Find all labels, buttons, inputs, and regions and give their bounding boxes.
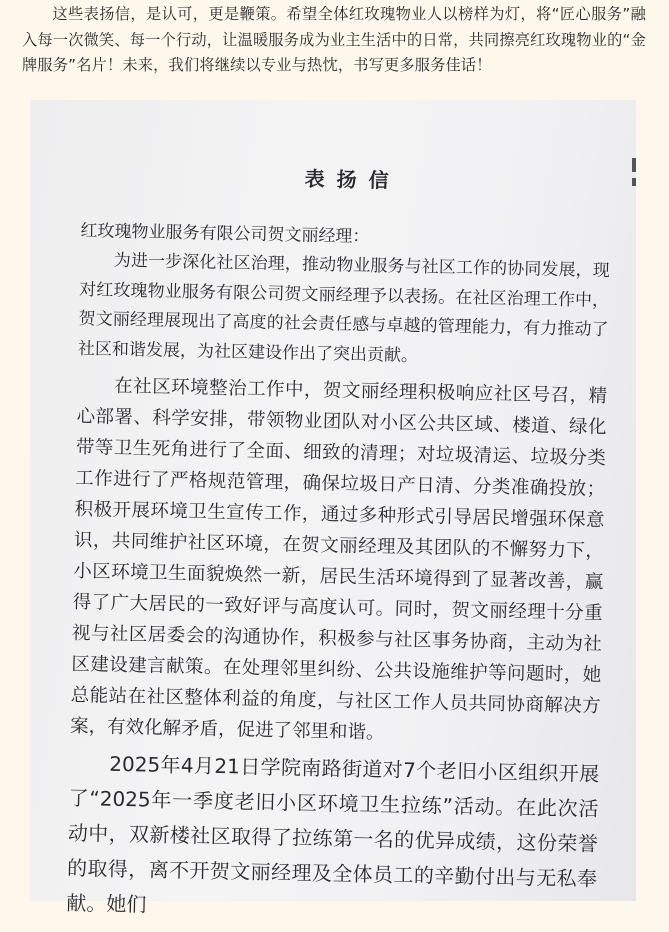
letter-photo — [30, 100, 636, 917]
letter-paragraph-2: 在社区环境整治工作中，贺文丽经理积极响应社区号召，精心部署、科学安排，带领物业团队对小区公共区域、楼道、绿化带等卫生死角进行了全面、细致的清理；对垃圾清运、垃圾分类工作进行了严格规范管理，确保垃圾日产日清、分类准确投放；积极开展环境卫生宣传工作，通过多种形式引导居民增强环保意识，共同维护社区环境，在贺文丽经理及其团队的不懈努力下，小区环境卫生面貌焕然一新，居民生活环境得到了显著改善，赢得了广大居民的一致好评与高度认可。同时，贺文丽经理十分重视与社区居委会的沟通协作，积极参与社区事务协商，主动为社区建设建言献策。在处理邻里纠纷、公共设施维护等问题时，她总能站在社区整体利益的角度，与社区工作人员共同协商解决方案，有效化解矛盾，促进了邻里和谐。 — [69, 375, 608, 744]
letter-salutation: 红玫瑰物业服务有限公司贺文丽经理： — [80, 220, 370, 248]
intro-text-block — [22, 2, 646, 79]
paper-edge-mark — [632, 158, 636, 172]
letter-paragraph-1: 为进一步深化社区治理，推动物业服务与社区工作的协同发展，现对红玫瑰物业服务有限公司贺文丽经理予以表扬。在社区治理工作中，贺文丽经理展现出了高度的社会责任感与卓越的管理能力，有力推动了社区和谐发展，为社区建设作出了突出贡献。 — [77, 250, 610, 366]
paper-edge-mark — [632, 178, 636, 186]
commendation-letter — [66, 158, 612, 932]
letter-title: 表扬信 — [304, 166, 401, 193]
intro-paragraph: 这些表扬信，是认可，更是鞭策。希望全体红玫瑰物业人以榜样为灯，将“匠心服务”融入每一次微笑、每一个行动，让温暖服务成为业主生活中的日常，共同擦亮红玫瑰物业的“金牌服务”名片！未来，我们将继续以专业与热忱，书写更多服务佳话！ — [22, 5, 646, 74]
letter-paragraph-3: 2025年4月21日学院南路街道对7个老旧小区组织开展了“2025年一季度老旧小区环境卫生拉练”活动。在此次活动中，双新楼社区取得了拉练第一名的优异成绩，这份荣誉的取得，离不开贺文丽经理及全体员工的辛勤付出与无私奉献。她们 — [66, 751, 600, 917]
